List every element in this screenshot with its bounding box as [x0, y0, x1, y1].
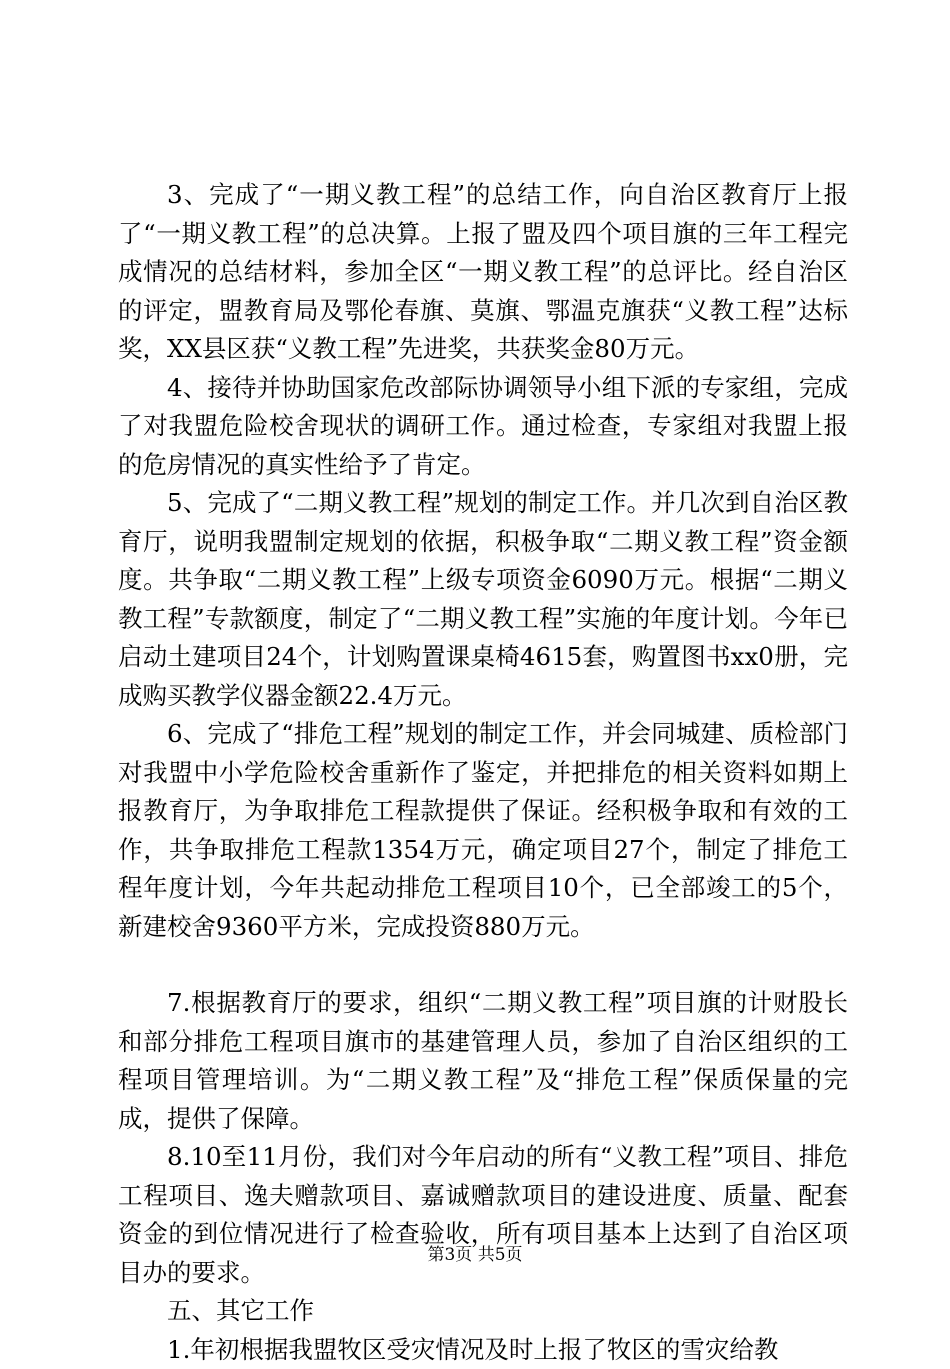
paragraph-item-5: 5、完成了“二期义教工程”规划的制定工作。并几次到自治区教育厅，说明我盟制定规划的依据，积极争取“二期义教工程”资金额度。共争取“二期义教工程”上级专项资金6090万元。根据“二期义教工程”专款额度，制定了“二期义教工程”实施的年度计划。今年已启动土建项目24个，计划购置课桌椅4615套，购置图书xx0册，完成购买教学仪器金额22.4万元。 [118, 484, 848, 715]
paragraph-item-other-1: 1.年初根据我盟牧区受灾情况及时上报了牧区的雪灾给教 [118, 1331, 848, 1369]
document-body [118, 176, 848, 1369]
paragraph-item-7: 7.根据教育厅的要求，组织“二期义教工程”项目旗的计财股长和部分排危工程项目旗市的基建管理人员，参加了自治区组织的工程项目管理培训。为“二期义教工程”及“排危工程”保质保量的完成，提供了保障。 [118, 984, 848, 1138]
paragraph-item-8: 8.10至11月份，我们对今年启动的所有“义教工程”项目、排危工程项目、逸夫赠款项目、嘉诚赠款项目的建设进度、质量、配套资金的到位情况进行了检查验收，所有项目基本上达到了自治区项目办的要求。 [118, 1138, 848, 1292]
paragraph-item-4: 4、接待并协助国家危改部际协调领导小组下派的专家组，完成了对我盟危险校舍现状的调研工作。通过检查，专家组对我盟上报的危房情况的真实性给予了肯定。 [118, 369, 848, 485]
paragraph-item-3: 3、完成了“一期义教工程”的总结工作，向自治区教育厅上报了“一期义教工程”的总决算。上报了盟及四个项目旗的三年工程完成情况的总结材料，参加全区“一期义教工程”的总评比。经自治区的评定，盟教育局及鄂伦春旗、莫旗、鄂温克旗获“义教工程”达标奖，XX县区获“义教工程”先进奖，共获奖金80万元。 [118, 176, 848, 369]
section-heading-other-work: 五、其它工作 [118, 1292, 848, 1331]
paragraph-item-6: 6、完成了“排危工程”规划的制定工作，并会同城建、质检部门对我盟中小学危险校舍重新作了鉴定，并把排危的相关资料如期上报教育厅，为争取排危工程款提供了保证。经积极争取和有效的工作，共争取排危工程款1354万元，确定项目27个，制定了排危工程年度计划，今年共起动排危工程项目10个，已全部竣工的5个，新建校舍9360平方米，完成投资880万元。 [118, 715, 848, 946]
paragraph-spacer [118, 946, 848, 984]
page-number-footer: 第3页 共5页 [0, 1244, 950, 1266]
